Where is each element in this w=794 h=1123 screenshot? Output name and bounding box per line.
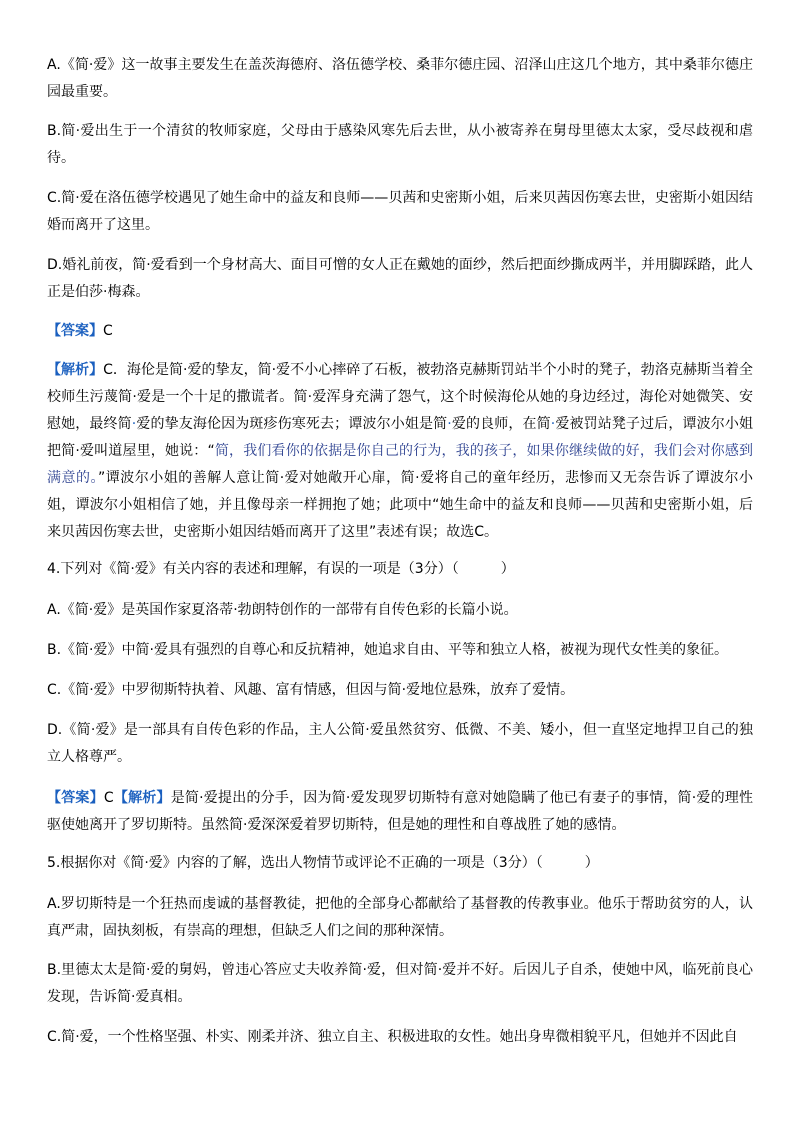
analysis-dot-1: · xyxy=(131,416,137,432)
analysis-dot-2: · xyxy=(447,416,452,432)
q4-stem: 4.下列对《简·爱》有关内容的表述和理解，有误的一项是（3分）（ ） xyxy=(47,561,515,577)
q3-option-a: A.《简·爱》这一故事主要发生在盖茨海德府、洛伍德学校、桑菲尔德庄园、沼泽山庄这几个地方，其中桑菲尔德庄园最重要。 xyxy=(47,57,753,100)
answer-tag: 【答案】 xyxy=(47,790,104,806)
q4-option-c: C.《简·爱》中罗彻斯特执着、风趣、富有情感，但因与简·爱地位悬殊，放弃了爱情。 xyxy=(47,682,575,698)
answer-value: C xyxy=(103,790,114,806)
q4-option-b: B.《简·爱》中简·爱具有强烈的自尊心和反抗精神，她追求自由、平等和独立人格，被视为现代女性美的象征。 xyxy=(47,642,728,658)
q3-answer xyxy=(47,318,753,345)
analysis-text-2: 爱的挚友海伦因为斑疹伤寒死去；谭波尔小姐是简 xyxy=(136,416,448,432)
q3-option-c: C.简·爱在洛伍德学校遇见了她生命中的益友和良师——贝茜和史密斯小姐，后来贝茜因伤寒去世，史密斯小姐因结婚而离开了这里。 xyxy=(47,190,753,233)
q4-option-d: D.《简·爱》是一部具有自传色彩的作品，主人公简·爱虽然贫穷、低微、不美、矮小，但一直坚定地捍卫自己的独立人格尊严。 xyxy=(47,722,753,765)
q5-option-a: A.罗切斯特是一个狂热而虔诚的基督教徒，把他的全部身心都献给了基督教的传教事业。他乐于帮助贫穷的人，认真严肃，固执刻板，有崇高的理想，但缺乏人们之间的那种深情。 xyxy=(47,896,753,939)
q3-option-d: D.婚礼前夜，简·爱看到一个身材高大、面目可憎的女人正在戴她的面纱，然后把面纱撕成两半，并用脚踩踏，此人正是伯莎·梅森。 xyxy=(47,257,753,300)
analysis-text-4: 爱被罚站凳子过后，谭波尔小姐把简·爱叫道屋里，她说：“ xyxy=(47,416,754,459)
analysis-dot-3: · xyxy=(550,416,556,432)
analysis-quote: 简，我们看你的依据是你自己的行为，我的孩子，如果你继续做的好，我们会对你感到满意的。 xyxy=(47,443,754,486)
q4-option-a: A.《简·爱》是英国作家夏洛蒂·勃朗特创作的一部带有自传色彩的长篇小说。 xyxy=(47,602,518,618)
analysis-text-3: 爱的良师，在简 xyxy=(451,416,551,432)
q3-option-b: B.简·爱出生于一个清贫的牧师家庭，父母由于感染风寒先后去世，从小被寄养在舅母里德太太家，受尽歧视和虐待。 xyxy=(47,123,753,166)
answer-value: C xyxy=(103,323,113,339)
analysis-tag: 【解析】 xyxy=(113,790,171,806)
analysis-text-1: C．海伦是简·爱的挚友，简·爱不小心摔碎了石板，被勃洛克赫斯罚站半个小时的凳子，勃洛克赫斯当着全校师生污蔑简·爱是一个十足的撒谎者。简·爱浑身充满了怨气，这个时候海伦从她的身边经过，海伦对她微笑、安慰她，最终简 xyxy=(47,362,753,432)
q5-option-b: B.里德太太是简·爱的舅妈，曾违心答应丈夫收养简·爱，但对简·爱并不好。后因儿子自杀，使她中风，临死前良心发现，告诉简·爱真相。 xyxy=(47,962,753,1005)
q5-option-c: C.简·爱，一个性格坚强、朴实、刚柔并济、独立自主、积极进取的女性。她出身卑微相貌平凡，但她并不因此自 xyxy=(47,1029,738,1045)
analysis-text: 是简·爱提出的分手，因为简·爱发现罗切斯特有意对她隐瞒了他已有妻子的事情，简·爱的理性驱使她离开了罗切斯特。虽然简·爱深深爱着罗切斯特，但是她的理性和自尊战胜了她的感情。 xyxy=(47,790,754,833)
q5-stem: 5.根据你对《简·爱》内容的了解，选出人物情节或评论不正确的一项是（3分）（ ） xyxy=(47,855,599,871)
analysis-text-5: ”谭波尔小姐的善解人意让简·爱对她敞开心扉，简·爱将自己的童年经历，悲惨而又无奈告诉了谭波尔小姐，谭波尔小姐相信了她，并且像母亲一样拥抱了她；此项中“她生命中的益友和良师——贝茜和史密斯小姐，后来贝茜因伤寒去世，史密斯小姐因结婚而离开了这里”表述有误；故选C。 xyxy=(47,470,754,540)
q4-answer-analysis xyxy=(47,785,753,839)
q3-analysis xyxy=(47,357,753,546)
answer-tag: 【答案】 xyxy=(47,323,103,339)
analysis-tag: 【解析】 xyxy=(47,362,104,378)
